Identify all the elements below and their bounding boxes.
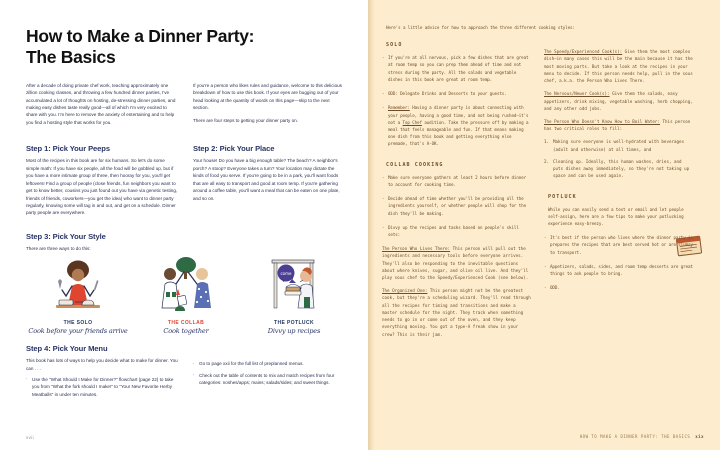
solo-illustration [26, 256, 130, 318]
potluck-illustration [242, 256, 346, 318]
collab-illustration [134, 256, 238, 318]
task-text: Cleaning up. Ideally, this human washes, dries, and puts dishes away immediately, so they're not taking up space and can be used again. [553, 158, 690, 179]
list-item-remember [382, 104, 532, 147]
role-body: This person has two critical roles to fill: [544, 118, 691, 132]
page-title [26, 26, 346, 69]
remember-tail: audition. Take the pressure off by making a meal that feels manageable and fun. If that means making one dish from this book and getting everything else premade, that's A-OK. [388, 119, 529, 147]
step-4-columns [26, 357, 346, 402]
role-label: The Nervous/Newer Cook(s): [544, 91, 610, 97]
role-speedy-experienced-cook [544, 48, 694, 84]
step-1-body: Most of the recipes in this book are for six humans. So let's do some simple math: If you have six people, all the food will be gobbled up, but if you have a more intimate group of three, then hooray for you, you'll get leftovers! Find a group of people (close friends, fun neighbors you want to get to know better, cousins you just found out you have via genetic testing, friends of friends, coworkers—you get the idea) who want to dinner party regularly, knowing some will tag in and out, and get on a schedule. Dinner party people are everywhere. [26, 158, 178, 216]
list-item [544, 138, 694, 152]
step-4-list-right [193, 360, 346, 386]
role-organized-one [382, 287, 532, 338]
collab-section-title: COLLAB COOKING [386, 161, 444, 168]
style-potluck [242, 256, 346, 335]
list-item: - It's best if the person who lives where the dinner party is prepares the recipes that are best served hot or are clumsy to transport. [544, 234, 694, 256]
headline-line-1: How to Make a Dinner Party: [26, 26, 255, 46]
remember-body: Having a dinner party is about connecting with your people, having a good time, and not being rushed—it's not a [388, 105, 529, 125]
intro-paragraph-right-2: There are four steps to getting your dinner party on. [193, 118, 298, 124]
role-body: Give them the salads, easy appetizers, drink mixing, vegetable washing, herb chopping, and any other odd jobs. [544, 91, 693, 111]
collab-roles-part-2 [544, 48, 694, 132]
role-label: The Organized One: [382, 288, 428, 294]
intro-paragraph-left: After a decade of doing private chef work, teaching approximately one zillion cooking classes, and throwing a few hundred dinner parties, I've accumulated a lot of thoughts on hosting, de-stressing dinner parties, and making easy dishes taste really good—all of which I'm very excited to share with you. I'm here to remove the anxiety of entertaining and to help you find a hosting style that works for you. [26, 82, 176, 125]
role-cannot-boil-water [544, 118, 694, 132]
role-body: This person will pull out the ingredients and necessary tools before everyone arrives. They'll also be responding to the inevitable questions about where knives, sugar, and olive oil live. And they'll play sous chef to the Speedy/Experienced Cook (see below). [382, 246, 529, 281]
solo-caption: Cook before your friends arrive [28, 327, 128, 336]
step-3-title: Step 3: Pick Your Style [26, 231, 106, 241]
step-4-column-left [26, 357, 179, 402]
potluck-caption: Divvy up recipes [267, 327, 321, 336]
headline-line-2: The Basics [26, 47, 116, 68]
step-1-title: Step 1: Pick Your Peeps [26, 144, 110, 154]
list-item [544, 158, 694, 180]
step-4-list-left [26, 376, 179, 398]
step-2-body: Your house! Do you have a big enough table? The beach? A neighbor's porch? A stoop? Everyone takes a turn? Your location may dictate the kinds of food you serve. If you're going to be in a park, you'll want foods that are all easy to transport and good at room temp. If you're gathering around a coffee table, you'll want a meal that can be eaten on one plate, and so on. [193, 158, 340, 201]
left-page-folio: xvii [26, 435, 34, 440]
step-4-column-right [193, 357, 346, 402]
cooking-styles-illustrations [26, 256, 346, 335]
role-body: This person might not be the greatest cook, but they're a scheduling wizard. They'll read through all the recipes for timing and transitions and make a master schedule for the night. They track when something needs to go in or come out of the oven, and they keep everything moving. You got a type-A freak show in your crew? This is their jam. [382, 288, 531, 337]
style-collab [134, 256, 238, 335]
steps-1-2-columns [26, 132, 346, 223]
footer-title: HOW TO MAKE A DINNER PARTY: THE BASICS [579, 434, 691, 439]
task-text: Making sure everyone is well-hydrated with beverages (adult and otherwise) at all times, and [553, 139, 685, 152]
list-item: · Go to page xxii for the full list of preplanned menus. [193, 360, 346, 367]
potluck-intro: While you can easily send a text or email and let people self-assign, here are a few tips to make your potlucking experience easy-breezy. [548, 206, 684, 226]
list-item: - Divvy up the recipes and tasks based on people's skill sets: [382, 224, 532, 238]
potluck-guest-icon [242, 256, 346, 318]
step-3-lead: There are three ways to do this: [26, 245, 91, 251]
step-2-block [193, 132, 346, 223]
step-1-block [26, 132, 179, 223]
potluck-bullet-list [544, 234, 694, 291]
running-footer [580, 434, 704, 439]
role-nervous-newer-cook [544, 90, 694, 112]
remember-label: Remember: [388, 105, 410, 111]
role-body: Give them the most complex dish—in many cases this will be the main because it has the most moving parts. But take a look at the recipes in your menu to decide. If this person needs help, pull in the sous chef, a.k.a. the Person Who Lives There. [544, 49, 693, 84]
svg-text:come: come [280, 271, 292, 277]
boil-water-task-list [544, 138, 694, 179]
potluck-section-title: POTLUCK [548, 193, 577, 200]
step-2-title: Step 2: Pick Your Place [193, 144, 275, 154]
list-item: - Appetizers, salads, sides, and room temp desserts are great things to ask people to bring. [544, 263, 694, 277]
task-number: 2. [544, 158, 550, 164]
collab-label: THE COLLAB [167, 320, 205, 327]
role-label: The Person Who Lives There: [382, 246, 451, 252]
right-page-folio: xix [695, 434, 704, 439]
role-label: The Speedy/Experienced Cook(s): [544, 49, 623, 55]
list-item: · Check out the table of contents to mix and match recipes from four categories: noshes/apps; mains; salads/sides; and sweet things. [193, 372, 346, 387]
potluck-label: THE POTLUCK [274, 320, 314, 327]
collab-cooks-icon [134, 256, 238, 318]
step-4-lead: This book has lots of ways to help you decide what to make for dinner. You can . . . [26, 358, 178, 371]
role-label: The Person Who Doesn't Know How to Boil Water: [544, 118, 660, 124]
list-item: - If you're at all nervous, pick a few dishes that are great at room temp so you can prep them ahead of time and not stress during the party. All the salads and vegetable dishes in this book are great at room temp. [382, 54, 532, 83]
collab-bullet-list [382, 174, 532, 239]
collab-caption: Cook together [163, 327, 209, 336]
intro-columns [26, 82, 346, 133]
list-item: - ODD. [544, 284, 694, 291]
solo-section-title: SOLO [386, 42, 403, 49]
step-4-title: Step 4: Pick Your Menu [26, 344, 108, 354]
style-solo [26, 256, 130, 335]
intro-column-right [193, 82, 346, 133]
task-number: 1. [544, 139, 550, 145]
intro-paragraph-right-1: If you're a person who likes rules and guidance, welcome to this delicious breakdown of how to use this book. If your eyes are bugging out of your head looking at the quantity of words on this page—skip to the next section. [193, 82, 342, 110]
list-item: - Decide ahead of time whether you'll be providing all the ingredients yourself, or whether people will shop for the dish they'll be making. [382, 195, 532, 217]
list-item: - Make sure everyone gathers at least 2 hours before dinner to account for cooking time. [382, 174, 532, 188]
right-page-lede: Here's a little advice for how to approach the three different cooking styles: [386, 25, 575, 30]
solo-label: THE SOLO [63, 320, 93, 327]
intro-column-left [26, 82, 179, 133]
list-item: · Use the "What Should I Make for Dinner?" flowchart (page 22) to take you from "What the fork should I make!" to "Your New Favorite Herby Meatballs" in under ten minutes. [26, 376, 179, 398]
solo-cook-icon [26, 256, 130, 318]
right-column-1 [382, 42, 532, 344]
right-page [368, 0, 720, 450]
right-page-columns [382, 42, 704, 344]
role-person-who-lives-there [382, 245, 532, 281]
right-column-2 [544, 42, 694, 344]
list-item: - ODD: Delegate Drinks and Desserts to your guests. [382, 90, 532, 97]
collab-roles-part-1 [382, 245, 532, 338]
show-title: Top Chef [402, 119, 422, 125]
solo-bullet-list [382, 54, 532, 147]
